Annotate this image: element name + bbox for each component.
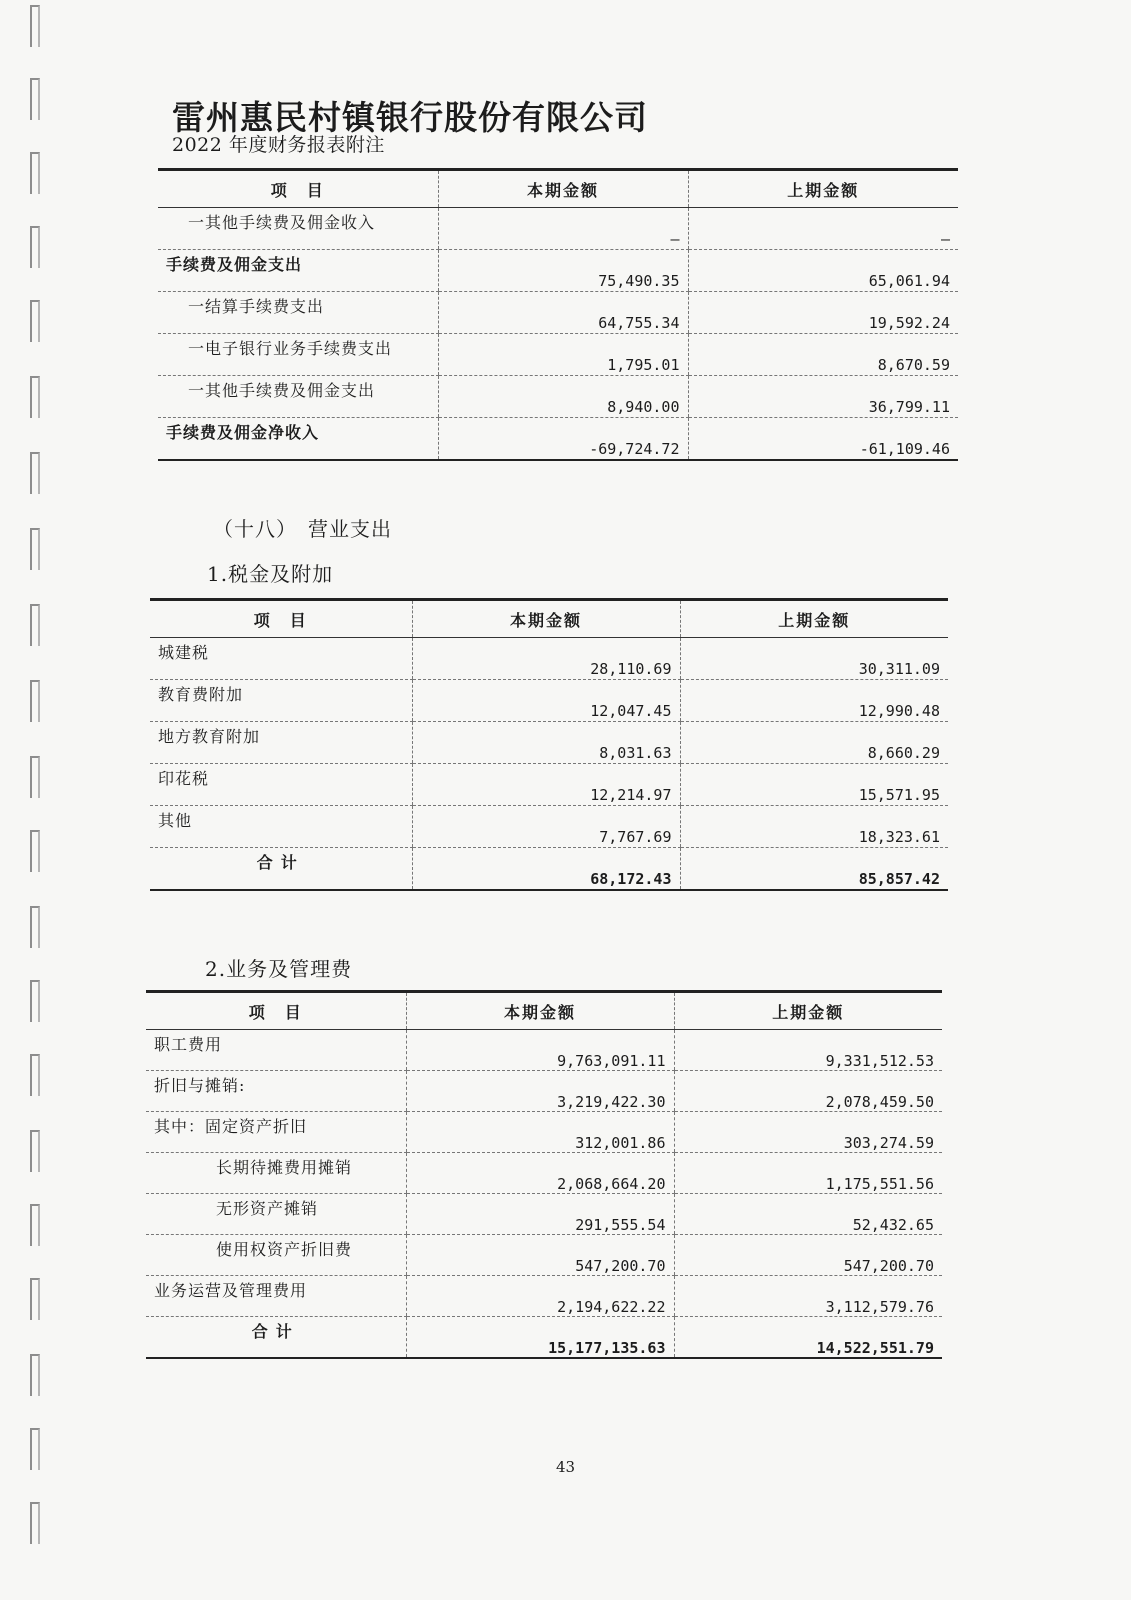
current-amount: 8,031.63	[412, 722, 680, 764]
row-label: 教育费附加	[150, 680, 412, 722]
table-row	[150, 722, 948, 764]
current-amount: 8,940.00	[438, 376, 688, 418]
current-amount: 3,219,422.30	[406, 1071, 674, 1112]
binder-hole	[30, 830, 40, 872]
previous-amount: 52,432.65	[674, 1194, 942, 1235]
section-heading-taxes-surcharges: 1.税金及附加	[207, 562, 334, 586]
previous-amount: 547,200.70	[674, 1235, 942, 1276]
current-amount: —	[438, 208, 688, 250]
current-amount: 291,555.54	[406, 1194, 674, 1235]
row-label: 印花税	[150, 764, 412, 806]
row-label: 业务运营及管理费用	[146, 1276, 406, 1317]
table-row	[158, 376, 958, 418]
column-header-previous: 上期金额	[688, 170, 958, 208]
table-row	[146, 1071, 942, 1112]
table-row	[146, 1276, 942, 1317]
current-amount: 12,047.45	[412, 680, 680, 722]
binder-hole	[30, 452, 40, 494]
current-amount: 1,795.01	[438, 334, 688, 376]
previous-amount: 8,670.59	[688, 334, 958, 376]
table-row	[146, 1030, 942, 1071]
column-header-current: 本期金额	[406, 992, 674, 1030]
binder-hole	[30, 376, 40, 418]
row-label: 其中：固定资产折旧	[146, 1112, 406, 1153]
row-label: 合计	[150, 848, 412, 890]
previous-amount: 3,112,579.76	[674, 1276, 942, 1317]
section-heading-operating-expenses: （十八） 营业支出	[213, 517, 392, 541]
binder-hole	[30, 300, 40, 342]
binder-hole	[30, 680, 40, 722]
current-amount: 68,172.43	[412, 848, 680, 890]
binder-hole	[30, 604, 40, 646]
binder-hole	[30, 226, 40, 268]
current-amount: 2,194,622.22	[406, 1276, 674, 1317]
binder-hole	[30, 1502, 40, 1544]
column-header-current: 本期金额	[412, 600, 680, 638]
previous-amount: —	[688, 208, 958, 250]
binder-hole	[30, 528, 40, 570]
table-row	[158, 292, 958, 334]
current-amount: 7,767.69	[412, 806, 680, 848]
table-row	[158, 334, 958, 376]
table-row	[150, 680, 948, 722]
table-row	[146, 1194, 942, 1235]
row-label: 一电子银行业务手续费支出	[158, 334, 438, 376]
table-row	[146, 1153, 942, 1194]
previous-amount: 1,175,551.56	[674, 1153, 942, 1194]
current-amount: -69,724.72	[438, 418, 688, 460]
column-header-item: 项 目	[158, 170, 438, 208]
table-row	[146, 1235, 942, 1276]
previous-amount: -61,109.46	[688, 418, 958, 460]
row-label: 其他	[150, 806, 412, 848]
row-label: 一结算手续费支出	[158, 292, 438, 334]
binder-hole	[30, 906, 40, 948]
current-amount: 547,200.70	[406, 1235, 674, 1276]
row-label: 使用权资产折旧费	[146, 1235, 406, 1276]
table-row	[158, 250, 958, 292]
table-header-row	[150, 600, 948, 638]
row-label: 职工费用	[146, 1030, 406, 1071]
row-label: 折旧与摊销:	[146, 1071, 406, 1112]
row-label: 长期待摊费用摊销	[146, 1153, 406, 1194]
previous-amount: 8,660.29	[680, 722, 948, 764]
row-label: 一其他手续费及佣金收入	[158, 208, 438, 250]
column-header-current: 本期金额	[438, 170, 688, 208]
previous-amount: 36,799.11	[688, 376, 958, 418]
binder-hole	[30, 1054, 40, 1096]
table-row	[146, 1317, 942, 1359]
binder-hole	[30, 756, 40, 798]
current-amount: 9,763,091.11	[406, 1030, 674, 1071]
row-label: 合计	[146, 1317, 406, 1359]
previous-amount: 2,078,459.50	[674, 1071, 942, 1112]
row-label: 一其他手续费及佣金支出	[158, 376, 438, 418]
table-row	[146, 1112, 942, 1153]
column-header-previous: 上期金额	[674, 992, 942, 1030]
current-amount: 2,068,664.20	[406, 1153, 674, 1194]
previous-amount: 18,323.61	[680, 806, 948, 848]
previous-amount: 85,857.42	[680, 848, 948, 890]
binder-hole	[30, 1130, 40, 1172]
previous-amount: 65,061.94	[688, 250, 958, 292]
previous-amount: 15,571.95	[680, 764, 948, 806]
column-header-item: 项 目	[150, 600, 412, 638]
binder-hole	[30, 1278, 40, 1320]
table-row	[158, 418, 958, 460]
previous-amount: 303,274.59	[674, 1112, 942, 1153]
current-amount: 12,214.97	[412, 764, 680, 806]
table-row	[150, 764, 948, 806]
current-amount: 75,490.35	[438, 250, 688, 292]
previous-amount: 12,990.48	[680, 680, 948, 722]
current-amount: 312,001.86	[406, 1112, 674, 1153]
table-row	[158, 208, 958, 250]
binder-hole	[30, 5, 40, 47]
row-label: 城建税	[150, 638, 412, 680]
current-amount: 15,177,135.63	[406, 1317, 674, 1359]
binder-hole	[30, 1354, 40, 1396]
row-label: 无形资产摊销	[146, 1194, 406, 1235]
row-label: 手续费及佣金支出	[158, 250, 438, 292]
previous-amount: 9,331,512.53	[674, 1030, 942, 1071]
binder-hole	[30, 78, 40, 120]
section-heading-admin-expenses: 2.业务及管理费	[205, 957, 353, 981]
binder-hole	[30, 1204, 40, 1246]
table-row	[150, 638, 948, 680]
current-amount: 64,755.34	[438, 292, 688, 334]
taxes-surcharges-table	[150, 598, 948, 891]
table-header-row	[146, 992, 942, 1030]
row-label: 手续费及佣金净收入	[158, 418, 438, 460]
previous-amount: 30,311.09	[680, 638, 948, 680]
fee-commission-table	[158, 168, 958, 461]
report-subtitle: 2022 年度财务报表附注	[172, 134, 385, 156]
page-number: 43	[555, 1458, 576, 1476]
column-header-previous: 上期金额	[680, 600, 948, 638]
table-header-row	[158, 170, 958, 208]
admin-expenses-table	[146, 990, 942, 1359]
column-header-item: 项 目	[146, 992, 406, 1030]
company-title: 雷州惠民村镇银行股份有限公司	[172, 98, 648, 137]
current-amount: 28,110.69	[412, 638, 680, 680]
binder-hole	[30, 152, 40, 194]
previous-amount: 19,592.24	[688, 292, 958, 334]
table-row	[150, 806, 948, 848]
binder-hole	[30, 980, 40, 1022]
table-row	[150, 848, 948, 890]
row-label: 地方教育附加	[150, 722, 412, 764]
previous-amount: 14,522,551.79	[674, 1317, 942, 1359]
